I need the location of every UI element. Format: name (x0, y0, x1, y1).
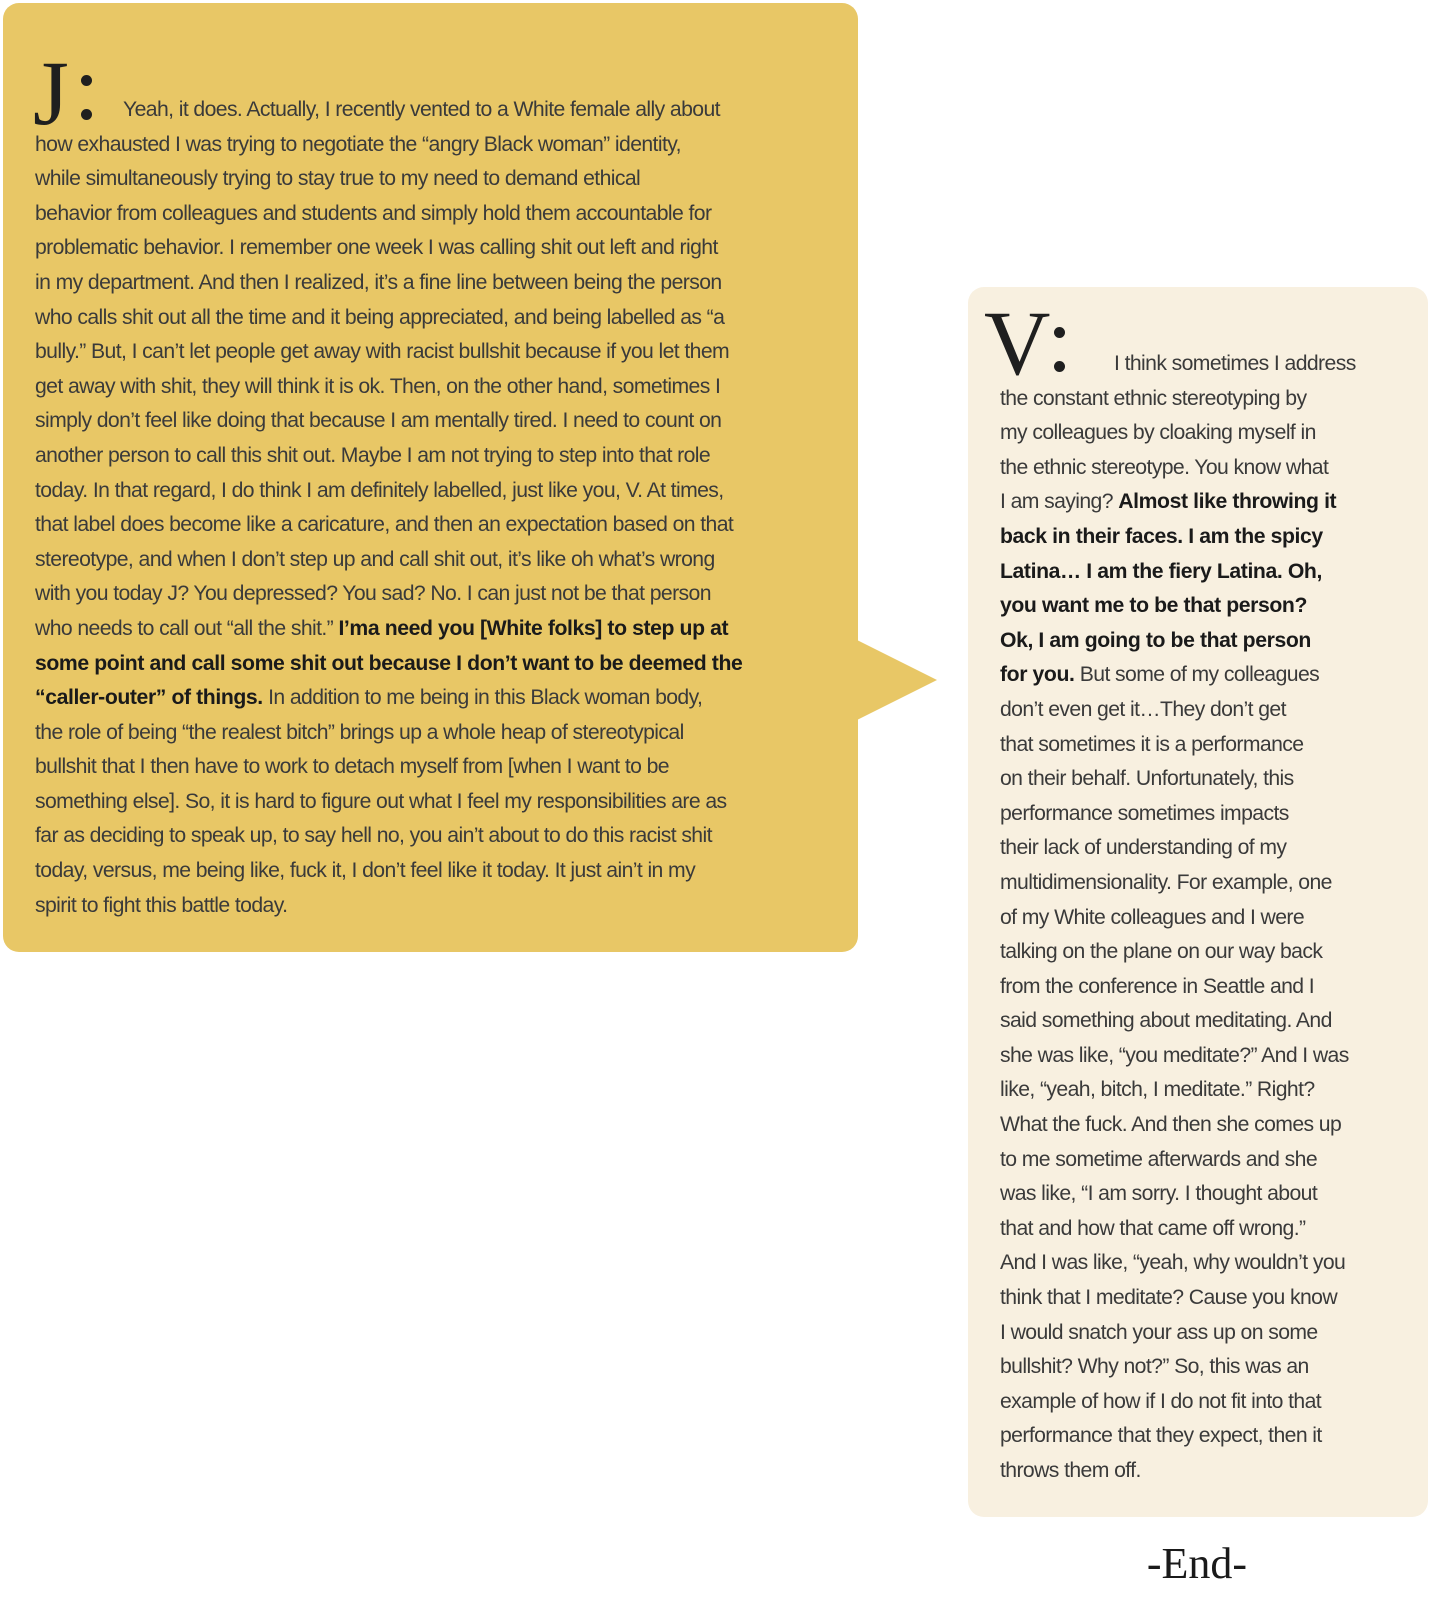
text-line (35, 474, 845, 509)
body-text: something else]. So, it is hard to figure out what I feel my responsibilities are as (35, 789, 727, 813)
text-line (35, 543, 845, 578)
body-text: I think sometimes I address (1114, 352, 1356, 375)
body-text: bully.” But, I can’t let people get away with racist bullshit because if you let them (35, 340, 730, 364)
emphasized-text: Almost like throwing it (1118, 490, 1337, 514)
text-line (1000, 901, 1400, 936)
text-line (1000, 1350, 1400, 1385)
text-line (35, 162, 845, 197)
body-text: who calls shit out all the time and it being appreciated, and being labelled as “a (35, 305, 725, 329)
text-line (1000, 1212, 1400, 1247)
body-text: she was like, “you meditate?” And I was (1000, 1043, 1349, 1067)
body-text: today, versus, me being like, fuck it, I don’t feel like it today. It just ain’t in my (35, 859, 696, 883)
body-text: who needs to call out “all the shit.” (35, 616, 339, 640)
body-text: was like, “I am sorry. I thought about (1000, 1182, 1318, 1206)
text-line (1000, 693, 1400, 728)
body-text: on their behalf. Unfortunately, this (1000, 767, 1294, 791)
body-text: multidimensionality. For example, one (1000, 870, 1332, 894)
text-line (35, 889, 845, 924)
body-text: performance that they expect, then it (1000, 1424, 1322, 1448)
body-text: of my White colleagues and I were (1000, 905, 1305, 929)
j-speech-bubble (3, 3, 858, 952)
text-line (35, 785, 845, 820)
text-line (35, 335, 845, 370)
text-line (35, 750, 845, 785)
text-line (1000, 935, 1400, 970)
body-text: my colleagues by cloaking myself in (1000, 421, 1316, 445)
body-text: Yeah, it does. Actually, I recently vented to a White female ally about (123, 98, 720, 121)
j-quote-text (35, 93, 845, 923)
v-quote-text (1000, 347, 1400, 1489)
body-text: with you today J? You depressed? You sad? No. I can just not be that person (35, 582, 711, 606)
text-line (1000, 1143, 1400, 1178)
text-line (35, 301, 845, 336)
body-text: simply don’t feel like doing that because I am mentally tired. I need to count on (35, 409, 722, 433)
text-line (35, 612, 845, 647)
text-line (1000, 866, 1400, 901)
text-line (35, 577, 845, 612)
text-line (1000, 970, 1400, 1005)
body-text: And I was like, “yeah, why wouldn’t you (1000, 1251, 1346, 1275)
body-text: bullshit that I then have to work to detach myself from [when I want to be (35, 755, 669, 779)
text-line (1000, 520, 1400, 555)
text-line (1000, 1316, 1400, 1351)
text-line (35, 370, 845, 405)
body-text: What the fuck. And then she comes up (1000, 1113, 1342, 1137)
body-text: in my department. And then I realized, it’s a fine line between being the person (35, 270, 722, 294)
text-line (35, 647, 845, 682)
text-line (1000, 624, 1400, 659)
text-line (1000, 555, 1400, 590)
body-text: from the conference in Seattle and I (1000, 974, 1315, 998)
emphasized-text: Latina… I am the fiery Latina. Oh, (1000, 559, 1322, 583)
body-text: while simultaneously trying to stay true to my need to demand ethical (35, 167, 641, 191)
body-text: performance sometimes impacts (1000, 801, 1289, 825)
text-line (1000, 1073, 1400, 1108)
text-line (1000, 1004, 1400, 1039)
speaker-initial-v: V (984, 292, 1051, 394)
body-text: far as deciding to speak up, to say hell no, you ain’t about to do this racist shit (35, 824, 712, 848)
text-line (35, 93, 845, 128)
text-line (35, 439, 845, 474)
emphasized-text: “caller-outer” of things. (35, 686, 263, 710)
body-text: don’t even get it…They don’t get (1000, 697, 1286, 721)
text-line (35, 404, 845, 439)
v-speech-bubble (968, 287, 1428, 1517)
text-line (35, 266, 845, 301)
text-line (1000, 1419, 1400, 1454)
body-text: In addition to me being in this Black woman body, (262, 686, 703, 710)
body-text: bullshit? Why not?” So, this was an (1000, 1355, 1309, 1379)
text-line (1000, 589, 1400, 624)
body-text: another person to call this shit out. Maybe I am not trying to step into that role (35, 443, 711, 467)
text-line (1000, 485, 1400, 520)
text-line (1000, 762, 1400, 797)
speech-bubble-pointer-icon (857, 640, 937, 720)
body-text: how exhausted I was trying to negotiate the “angry Black woman” identity, (35, 132, 681, 156)
body-text: problematic behavior. I remember one week I was calling shit out left and right (35, 236, 718, 260)
body-text: behavior from colleagues and students and simply hold them accountable for (35, 201, 712, 225)
text-line (35, 854, 845, 889)
emphasized-text: back in their faces. I am the spicy (1000, 524, 1323, 548)
body-text: today. In that regard, I do think I am definitely labelled, just like you, V. At times, (35, 478, 724, 502)
text-line (1000, 1385, 1400, 1420)
body-text: I am saying? (1000, 490, 1119, 514)
text-line (35, 681, 845, 716)
body-text: the ethnic stereotype. You know what (1000, 455, 1329, 479)
text-line (1000, 1246, 1400, 1281)
body-text: their lack of understanding of my (1000, 836, 1287, 860)
body-text: like, “yeah, bitch, I meditate.” Right? (1000, 1078, 1315, 1102)
text-line (1000, 347, 1400, 382)
text-line (1000, 831, 1400, 866)
text-line (1000, 728, 1400, 763)
text-line (1000, 658, 1400, 693)
text-line (35, 128, 845, 163)
text-line (35, 819, 845, 854)
text-line (35, 197, 845, 232)
body-text: think that I meditate? Cause you know (1000, 1286, 1338, 1310)
speaker-initial-j: J (33, 42, 69, 144)
emphasized-text: you want me to be that person? (1000, 594, 1308, 618)
text-line (1000, 1039, 1400, 1074)
text-line (1000, 1177, 1400, 1212)
text-line (1000, 416, 1400, 451)
body-text: talking on the plane on our way back (1000, 940, 1323, 964)
emphasized-text: I’ma need you [White folks] to step up at (338, 616, 729, 640)
end-marker: -End- (1146, 1539, 1248, 1588)
body-text: I would snatch your ass up on some (1000, 1320, 1318, 1344)
body-text: the role of being “the realest bitch” brings up a whole heap of stereotypical (35, 720, 684, 744)
text-line (35, 231, 845, 266)
body-text: that label does become like a caricature, and then an expectation based on that (35, 513, 734, 537)
body-text: example of how if I do not fit into that (1000, 1389, 1322, 1413)
text-line (1000, 797, 1400, 832)
emphasized-text: Ok, I am going to be that person (1000, 628, 1311, 652)
body-text: the constant ethnic stereotyping by (1000, 386, 1307, 410)
emphasized-text: some point and call some shit out because I don’t want to be deemed the (35, 651, 743, 675)
text-line (1000, 1454, 1400, 1489)
body-text: that and how that came off wrong.” (1000, 1216, 1306, 1240)
text-line (1000, 451, 1400, 486)
body-text: get away with shit, they will think it is ok. Then, on the other hand, sometimes I (35, 374, 721, 398)
text-line (1000, 382, 1400, 417)
body-text: that sometimes it is a performance (1000, 732, 1304, 756)
body-text: spirit to fight this battle today. (35, 893, 288, 917)
body-text: said something about meditating. And (1000, 1009, 1332, 1033)
body-text: throws them off. (1000, 1459, 1141, 1482)
text-line (1000, 1281, 1400, 1316)
text-line (1000, 1108, 1400, 1143)
body-text: But some of my colleagues (1074, 663, 1320, 687)
body-text: stereotype, and when I don’t step up and call shit out, it’s like oh what’s wrong (35, 547, 715, 571)
text-line (35, 716, 845, 751)
body-text: to me sometime afterwards and she (1000, 1147, 1317, 1171)
text-line (35, 508, 845, 543)
emphasized-text: for you. (1000, 663, 1075, 687)
